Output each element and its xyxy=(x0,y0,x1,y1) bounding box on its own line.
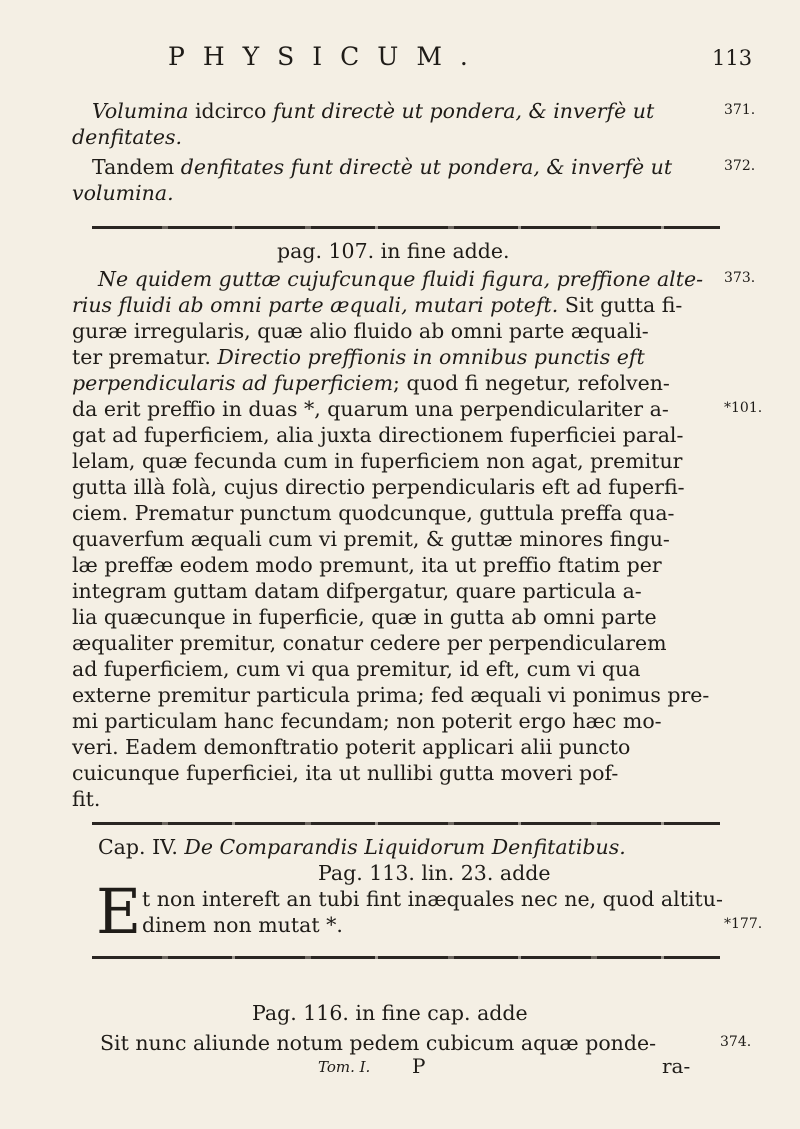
separator-rule xyxy=(92,226,720,229)
text-line: perpendicularis ad fuperficiem; quod fi negetur, refolven- xyxy=(72,371,670,395)
text-line: gutta illà folà, cujus directio perpendicularis eft ad fuperfi- xyxy=(72,475,685,499)
text-line: volumina. xyxy=(72,181,174,205)
text-line: Sit nunc aliunde notum pedem cubicum aquæ ponde- xyxy=(100,1031,657,1055)
text-line: guræ irregularis, quæ alio fluido ab omni parte æquali- xyxy=(72,319,649,343)
margin-note: 373. xyxy=(724,270,756,286)
running-title: PHYSICUM. xyxy=(168,42,486,71)
volume-mark: Tom. I. xyxy=(318,1058,371,1076)
catchword: ra- xyxy=(662,1054,691,1078)
margin-note: *177. xyxy=(724,916,763,932)
text-line: Volumina idcirco funt directè ut pondera, & inverfè ut xyxy=(92,99,655,123)
page-header xyxy=(0,42,800,82)
text-line: læ preffæ eodem modo premunt, ita ut preffio ftatim per xyxy=(72,553,662,577)
drop-cap: E xyxy=(96,875,142,948)
text-line: ad fuperficiem, cum vi qua premitur, id eft, cum vi qua xyxy=(72,657,641,681)
margin-note: *101. xyxy=(724,400,763,416)
text-line: fit. xyxy=(72,787,101,811)
separator-rule xyxy=(92,956,720,959)
margin-note: 372. xyxy=(724,158,756,174)
text-line: rius fluidi ab omni parte æquali, mutari poteft. Sit gutta fi- xyxy=(72,293,683,317)
text-line: integram guttam datam difpergatur, quare particula a- xyxy=(72,579,642,603)
section-heading: Pag. 113. lin. 23. adde xyxy=(318,861,551,885)
text-line: da erit preffio in duas *, quarum una perpendiculariter a- xyxy=(72,397,669,421)
section-heading: pag. 107. in fine adde. xyxy=(277,239,510,263)
text-line: gat ad fuperficiem, alia juxta directionem fuperficiei paral- xyxy=(72,423,684,447)
text-line: veri. Eadem demonftratio poterit applicari alii puncto xyxy=(72,735,631,759)
text-line: dinem non mutat *. xyxy=(142,913,343,937)
text-line: mi particulam hanc fecundam; non poterit ergo hæc mo- xyxy=(72,709,662,733)
page-number: 113 xyxy=(712,46,753,70)
margin-note: 374. xyxy=(720,1034,752,1050)
margin-note: 371. xyxy=(724,102,756,118)
text-line: ter prematur. Directio preffionis in omnibus punctis eft xyxy=(72,345,645,369)
signature-mark: P xyxy=(412,1054,426,1078)
text-line: Tandem denfitates funt directè ut pondera, & inverfè ut xyxy=(92,155,673,179)
text-line: ciem. Prematur punctum quodcunque, guttula preffa qua- xyxy=(72,501,675,525)
text-line: lia quæcunque in fuperficie, quæ in gutta ab omni parte xyxy=(72,605,657,629)
section-heading: Pag. 116. in fine cap. adde xyxy=(252,1001,528,1025)
text-line: quaverfum æquali cum vi premit, & guttæ minores fingu- xyxy=(72,527,670,551)
text-line: æqualiter premitur, conatur cedere per perpendicularem xyxy=(72,631,667,655)
text-line: lelam, quæ fecunda cum in fuperficiem non agat, premitur xyxy=(72,449,683,473)
text-line: t non intereft an tubi fint inæquales nec ne, quod altitu- xyxy=(142,887,723,911)
chapter-heading: Cap. IV. De Comparandis Liquidorum Denfitatibus. xyxy=(98,835,626,859)
text-line: Ne quidem guttæ cujufcunque fluidi figura, preffione alte- xyxy=(98,267,704,291)
text-line: denfitates. xyxy=(72,125,182,149)
text-line: cuicunque fuperficiei, ita ut nullibi gutta moveri pof- xyxy=(72,761,619,785)
separator-rule xyxy=(92,822,720,825)
text-line: externe premitur particula prima; fed æquali vi ponimus pre- xyxy=(72,683,710,707)
